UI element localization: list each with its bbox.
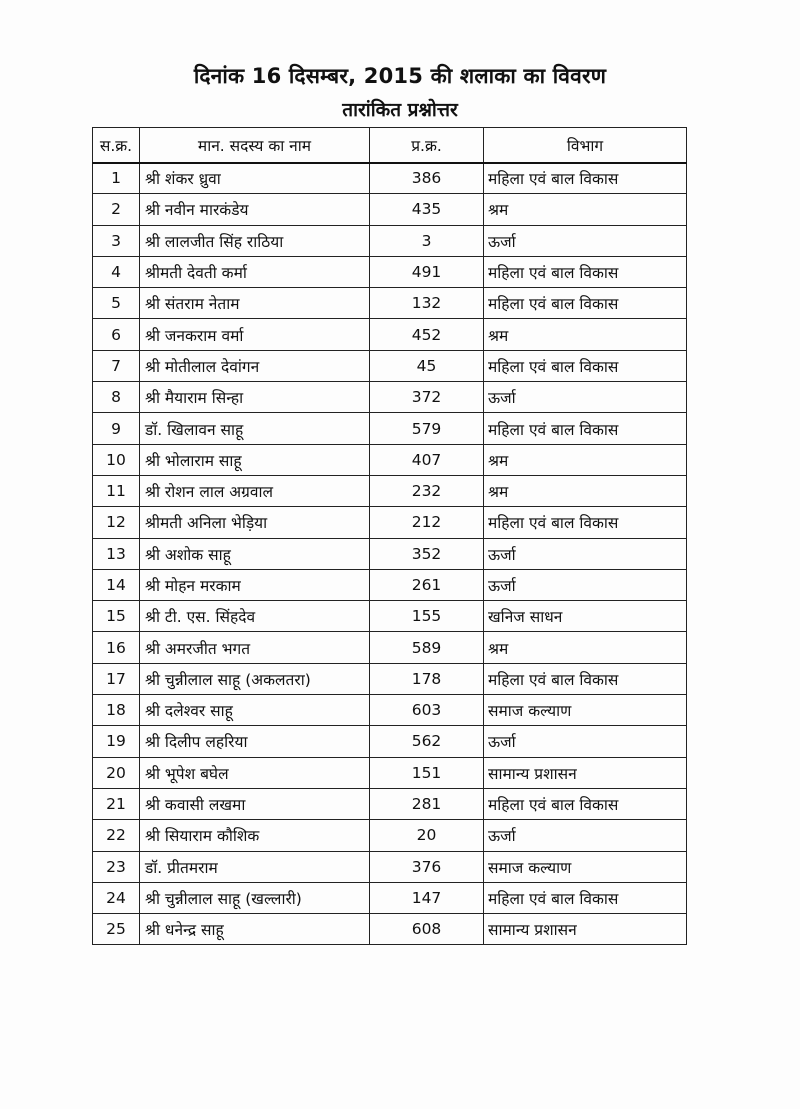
cell-dept: महिला एवं बाल विकास [484, 256, 687, 287]
cell-sno: 14 [93, 569, 140, 600]
cell-dept: ऊर्जा [484, 569, 687, 600]
table-header [93, 128, 687, 163]
table-row [93, 225, 687, 256]
cell-sno: 3 [93, 225, 140, 256]
cell-qno: 579 [370, 413, 484, 444]
table-row [93, 757, 687, 788]
cell-name: श्री मैयाराम सिन्हा [140, 382, 370, 413]
cell-qno: 372 [370, 382, 484, 413]
cell-dept: महिला एवं बाल विकास [484, 163, 687, 194]
table-row [93, 288, 687, 319]
cell-qno: 376 [370, 851, 484, 882]
table-row [93, 194, 687, 225]
cell-qno: 589 [370, 632, 484, 663]
cell-qno: 386 [370, 163, 484, 194]
cell-name: श्री दलेश्वर साहू [140, 695, 370, 726]
cell-qno: 45 [370, 350, 484, 381]
table-row [93, 569, 687, 600]
cell-sno: 5 [93, 288, 140, 319]
cell-name: श्री मोहन मरकाम [140, 569, 370, 600]
cell-sno: 21 [93, 788, 140, 819]
cell-dept: महिला एवं बाल विकास [484, 788, 687, 819]
cell-sno: 2 [93, 194, 140, 225]
cell-sno: 12 [93, 507, 140, 538]
cell-qno: 435 [370, 194, 484, 225]
table-header-row [93, 128, 687, 163]
cell-dept: महिला एवं बाल विकास [484, 288, 687, 319]
cell-name: श्री शंकर ध्रुवा [140, 163, 370, 194]
table-row [93, 695, 687, 726]
cell-qno: 281 [370, 788, 484, 819]
cell-sno: 9 [93, 413, 140, 444]
cell-sno: 6 [93, 319, 140, 350]
cell-qno: 212 [370, 507, 484, 538]
cell-name: डॉ. प्रीतमराम [140, 851, 370, 882]
table-row [93, 538, 687, 569]
cell-dept: सामान्य प्रशासन [484, 757, 687, 788]
cell-dept: ऊर्जा [484, 726, 687, 757]
table-row [93, 632, 687, 663]
cell-dept: ऊर्जा [484, 382, 687, 413]
table-body [93, 163, 687, 945]
cell-dept: ऊर्जा [484, 820, 687, 851]
cell-name: श्री कवासी लखमा [140, 788, 370, 819]
document-subtitle: तारांकित प्रश्नोत्तर [342, 99, 458, 121]
cell-sno: 8 [93, 382, 140, 413]
cell-dept: समाज कल्याण [484, 851, 687, 882]
cell-name: श्री नवीन मारकंडेय [140, 194, 370, 225]
cell-name: श्रीमती अनिला भेड़िया [140, 507, 370, 538]
table-row [93, 663, 687, 694]
cell-sno: 13 [93, 538, 140, 569]
cell-dept: महिला एवं बाल विकास [484, 882, 687, 913]
cell-name: श्री लालजीत सिंह राठिया [140, 225, 370, 256]
cell-sno: 25 [93, 914, 140, 945]
cell-sno: 20 [93, 757, 140, 788]
table-row [93, 726, 687, 757]
cell-qno: 178 [370, 663, 484, 694]
cell-qno: 232 [370, 475, 484, 506]
cell-dept: श्रम [484, 444, 687, 475]
cell-qno: 352 [370, 538, 484, 569]
cell-sno: 17 [93, 663, 140, 694]
cell-qno: 407 [370, 444, 484, 475]
cell-name: श्री भोलाराम साहू [140, 444, 370, 475]
cell-name: श्री जनकराम वर्मा [140, 319, 370, 350]
cell-dept: महिला एवं बाल विकास [484, 350, 687, 381]
cell-sno: 22 [93, 820, 140, 851]
cell-sno: 18 [93, 695, 140, 726]
table-row [93, 820, 687, 851]
table-row [93, 413, 687, 444]
table-row [93, 350, 687, 381]
column-header-sno: स.क्र. [93, 128, 140, 163]
cell-name: श्री मोतीलाल देवांगन [140, 350, 370, 381]
table-row [93, 319, 687, 350]
cell-name: श्री सियाराम कौशिक [140, 820, 370, 851]
cell-qno: 132 [370, 288, 484, 319]
cell-sno: 1 [93, 163, 140, 194]
cell-dept: श्रम [484, 632, 687, 663]
table-row [93, 882, 687, 913]
cell-sno: 7 [93, 350, 140, 381]
table-row [93, 163, 687, 194]
cell-sno: 15 [93, 601, 140, 632]
column-header-dept: विभाग [484, 128, 687, 163]
column-header-name: मान. सदस्य का नाम [140, 128, 370, 163]
cell-sno: 16 [93, 632, 140, 663]
cell-qno: 608 [370, 914, 484, 945]
cell-sno: 24 [93, 882, 140, 913]
cell-sno: 10 [93, 444, 140, 475]
cell-dept: श्रम [484, 319, 687, 350]
table-row [93, 601, 687, 632]
cell-dept: महिला एवं बाल विकास [484, 413, 687, 444]
cell-sno: 19 [93, 726, 140, 757]
table-row [93, 475, 687, 506]
cell-sno: 4 [93, 256, 140, 287]
cell-qno: 261 [370, 569, 484, 600]
table-row [93, 444, 687, 475]
cell-name: श्री भूपेश बघेल [140, 757, 370, 788]
cell-name: श्री संतराम नेताम [140, 288, 370, 319]
table-row [93, 507, 687, 538]
cell-qno: 603 [370, 695, 484, 726]
cell-name: श्रीमती देवती कर्मा [140, 256, 370, 287]
cell-name: श्री चुन्नीलाल साहू (अकलतरा) [140, 663, 370, 694]
cell-dept: श्रम [484, 475, 687, 506]
cell-name: डॉ. खिलावन साहू [140, 413, 370, 444]
cell-name: श्री चुन्नीलाल साहू (खल्लारी) [140, 882, 370, 913]
table-row [93, 788, 687, 819]
cell-dept: खनिज साधन [484, 601, 687, 632]
column-header-qno: प्र.क्र. [370, 128, 484, 163]
cell-dept: श्रम [484, 194, 687, 225]
cell-dept: ऊर्जा [484, 225, 687, 256]
cell-qno: 151 [370, 757, 484, 788]
cell-name: श्री दिलीप लहरिया [140, 726, 370, 757]
cell-qno: 491 [370, 256, 484, 287]
cell-qno: 452 [370, 319, 484, 350]
cell-qno: 3 [370, 225, 484, 256]
cell-qno: 562 [370, 726, 484, 757]
cell-qno: 147 [370, 882, 484, 913]
cell-sno: 23 [93, 851, 140, 882]
cell-sno: 11 [93, 475, 140, 506]
member-questions-table [92, 127, 687, 945]
cell-dept: ऊर्जा [484, 538, 687, 569]
table-row [93, 256, 687, 287]
cell-name: श्री अमरजीत भगत [140, 632, 370, 663]
cell-dept: महिला एवं बाल विकास [484, 663, 687, 694]
cell-qno: 155 [370, 601, 484, 632]
cell-qno: 20 [370, 820, 484, 851]
table-row [93, 851, 687, 882]
document-title: दिनांक 16 दिसम्बर, 2015 की शलाका का विवरण [193, 64, 607, 88]
cell-name: श्री अशोक साहू [140, 538, 370, 569]
table-row [93, 914, 687, 945]
cell-name: श्री रोशन लाल अग्रवाल [140, 475, 370, 506]
cell-name: श्री टी. एस. सिंहदेव [140, 601, 370, 632]
cell-dept: सामान्य प्रशासन [484, 914, 687, 945]
cell-dept: महिला एवं बाल विकास [484, 507, 687, 538]
table-row [93, 382, 687, 413]
cell-dept: समाज कल्याण [484, 695, 687, 726]
cell-name: श्री धनेन्द्र साहू [140, 914, 370, 945]
